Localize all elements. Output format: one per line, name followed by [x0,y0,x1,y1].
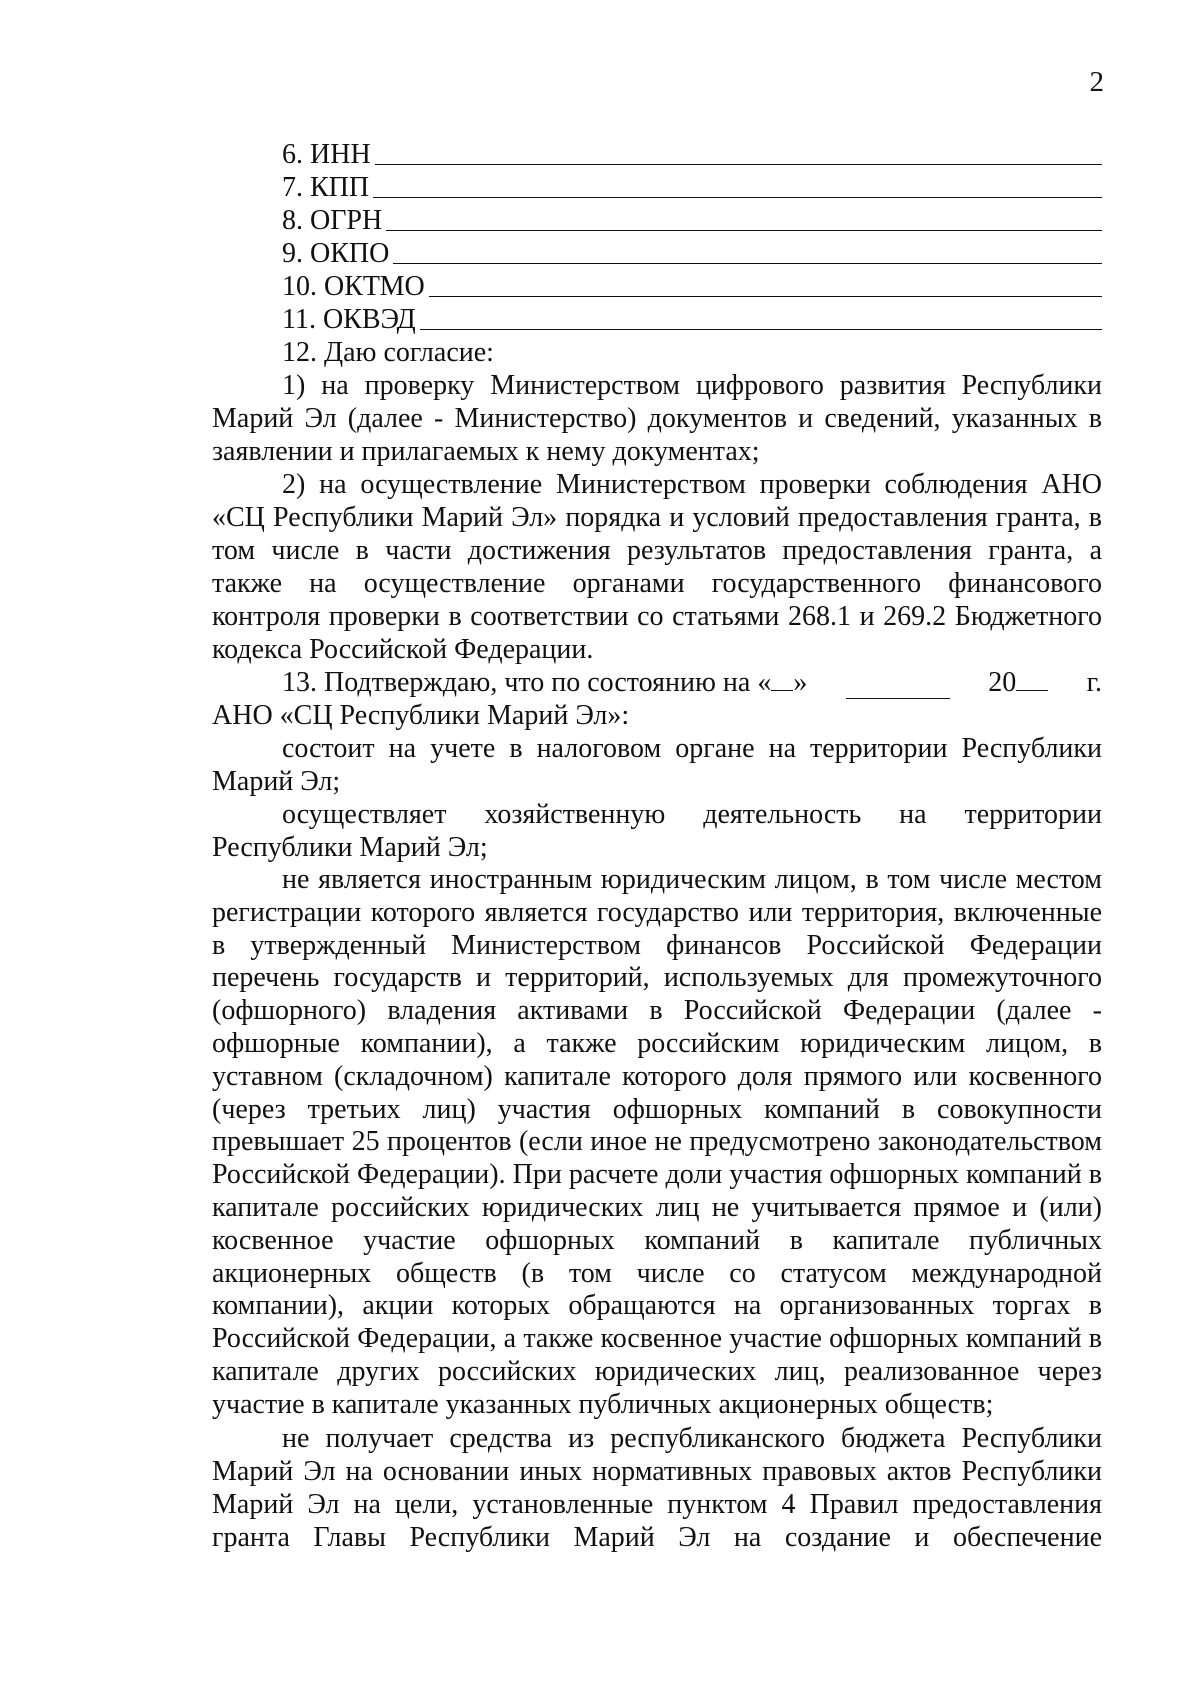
item-13-date-line [212,666,1102,699]
item-13-clause-1: состоит на учете в налоговом органе на территории Республики Марий Эл; [212,733,1102,797]
field-oktmo [212,270,1102,303]
year-blank [1016,668,1048,691]
item-12-heading: 12. Даю согласие: [282,337,494,368]
year-suffix: г. [1086,667,1102,698]
item-13-clause-4: не получает средства из республиканского бюджета Республики Марий Эл на основании иных нормативных правовых актов Республики Марий Эл на цели, установленные пунктом 4 Правил предоставления гранта Главы Республики Марий Эл на создание и обеспечение [212,1422,1102,1553]
field-label: 8. ОГРН [282,205,383,236]
blank-line [429,296,1102,297]
blank-line [386,230,1102,231]
field-label: 10. ОКТМО [282,271,425,302]
field-label: 9. ОКПО [282,238,390,269]
blank-line [375,164,1102,165]
field-label: 11. ОКВЭД [282,304,416,335]
item-13-clause-2: осуществляет хозяйственную деятельность на территории Республики Марий Эл; [212,799,1102,863]
item-12-paragraph-2: 2) на осуществление Министерством проверки соблюдения АНО «СЦ Республики Марий Эл» порядка и условий предоставления гранта, в том числе в части достижения результатов предоставления гранта, а также на осуществление органами государственного финансового контроля проверки в соответствии со статьями 268.1 и 269.2 Бюджетного кодекса Российской Федерации. [212,469,1102,665]
blank-line [393,263,1102,264]
field-okved [212,303,1102,336]
year-prefix: 20 [988,667,1017,698]
item-13-lead [282,666,807,699]
quote-close: » [793,667,808,698]
item-13-lead-text: 13. Подтверждаю, что по состоянию на « [282,667,772,698]
year-group [988,666,1048,699]
item-12-paragraph-1: 1) на проверку Министерством цифрового развития Республики Марий Эл (далее - Министерство) документов и сведений, указанных в заявлении и прилагаемых к нему документах; [212,370,1102,467]
page-number: 2 [1089,66,1104,98]
field-label: 6. ИНН [282,139,371,170]
document-body [212,138,1102,1554]
requisites-list [212,138,1102,336]
item-13-clause-3: не является иностранным юридическим лицом, в том числе местом регистрации которого является государство или территория, включенные в утвержденный Министерством финансов Российской Федерации перечень государств и территорий, используемых для промежуточного (офшорного) владения активами в Российской Федерации (далее - офшорные компании), а также российским юридическим лицом, в уставном (складочном) капитале которого доля прямого или косвенного (через третьих лиц) участия офшорных компаний в совокупности превышает 25 процентов (если иное не предусмотрено законодательством Российской Федерации). При расчете доли участия офшорных компаний в капитале российских юридических лиц не учитывается прямое и (или) косвенное участие офшорных компаний в капитале публичных акционерных обществ (в том числе со статусом международной компании), акции которых обращаются на организованных торгах в Российской Федерации, а также косвенное участие офшорных компаний в капитале других российских юридических лиц, реализованное через участие в капитале указанных публичных акционерных обществ; [212,864,1102,1420]
day-blank [771,668,793,691]
field-ogrn [212,204,1102,237]
item-13-organization: АНО «СЦ Республики Марий Эл»: [212,700,630,731]
field-inn [212,138,1102,171]
blank-line [373,197,1102,198]
blank-line [420,329,1102,330]
month-blank [846,676,950,699]
field-okpo [212,237,1102,270]
field-label: 7. КПП [282,172,370,203]
field-kpp [212,171,1102,204]
